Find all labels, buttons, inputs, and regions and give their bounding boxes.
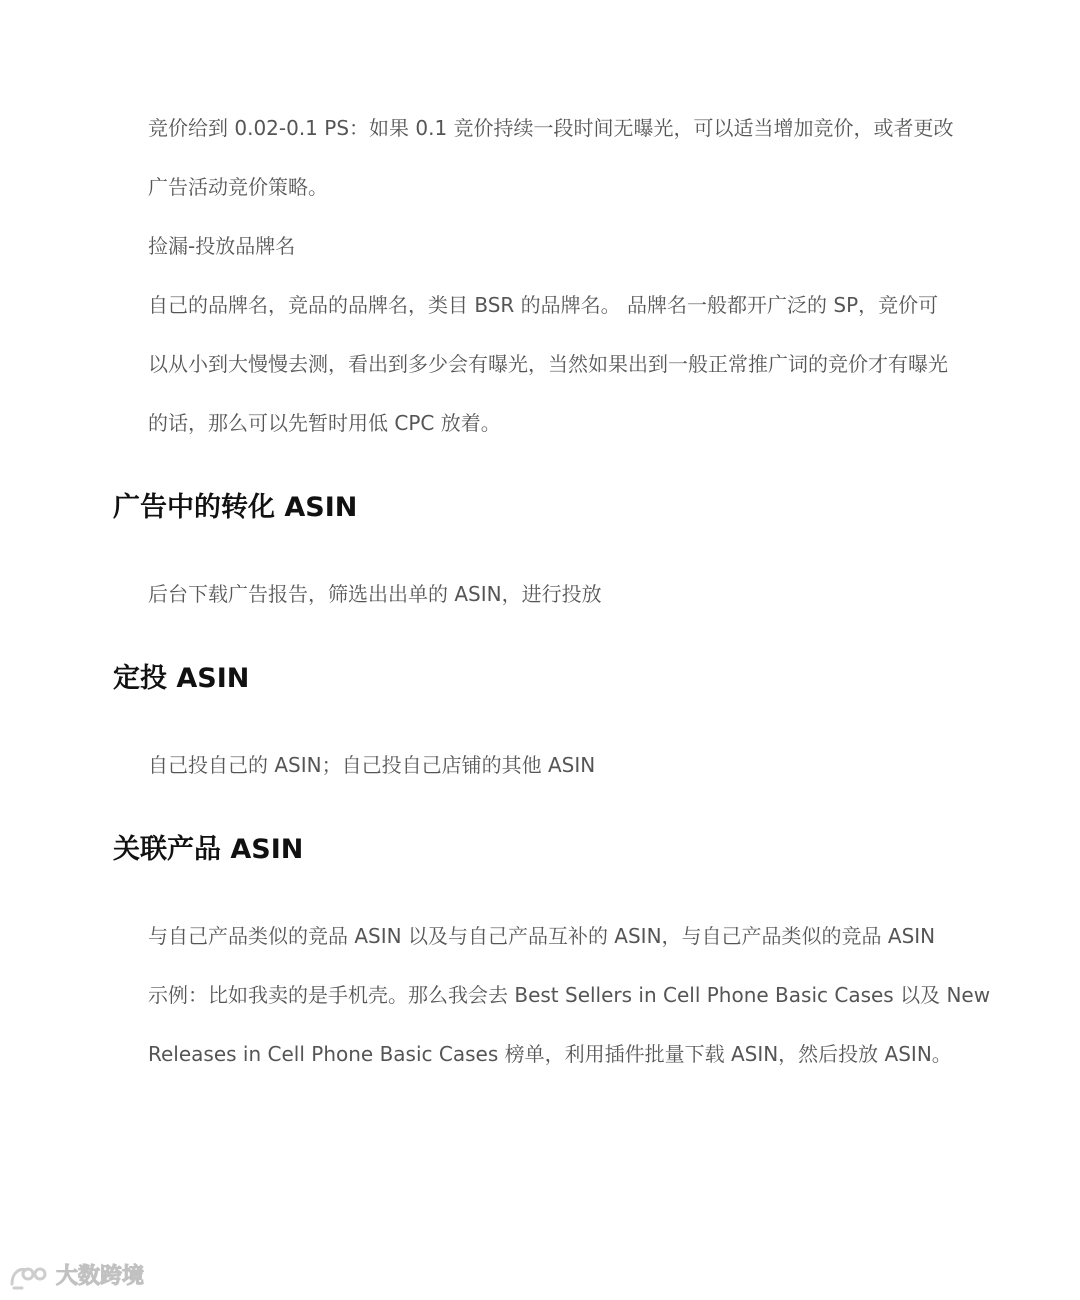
paragraph-line: 的话，那么可以先暂时用低 CPC 放着。 [148, 411, 501, 435]
paragraph-line: 竞价给到 0.02-0.1 PS：如果 0.1 竞价持续一段时间无曝光，可以适当增加竞价，或者更改 [148, 116, 954, 140]
paragraph-line: 自己投自己的 ASIN；自己投自己店铺的其他 ASIN [148, 753, 596, 777]
paragraph-line: 自己的品牌名，竞品的品牌名，类目 BSR 的品牌名。 品牌名一般都开广泛的 SP，竞价可 [148, 293, 939, 317]
paragraph-line: 后台下载广告报告，筛选出出单的 ASIN，进行投放 [148, 582, 602, 606]
section-heading: 广告中的转化 ASIN [113, 492, 358, 523]
paragraph-line: 示例：比如我卖的是手机壳。那么我会去 Best Sellers in Cell Phone Basic Cases 以及 New [148, 983, 991, 1007]
watermark-text: 大数跨境 [56, 1264, 145, 1289]
subheading-line: 捡漏-投放品牌名 [148, 234, 296, 258]
paragraph-line: 以从小到大慢慢去测，看出到多少会有曝光，当然如果出到一般正常推广词的竞价才有曝光 [148, 352, 948, 376]
paragraph-line: Releases in Cell Phone Basic Cases 榜单，利用插件批量下载 ASIN，然后投放 ASIN。 [148, 1042, 952, 1066]
watermark [8, 1262, 144, 1292]
section-heading: 定投 ASIN [113, 663, 250, 694]
dashuju-logo-icon [8, 1262, 50, 1292]
paragraph-line: 与自己产品类似的竞品 ASIN 以及与自己产品互补的 ASIN，与自己产品类似的竞品 ASIN [148, 924, 936, 948]
paragraph-line: 广告活动竞价策略。 [148, 175, 328, 199]
section-heading: 关联产品 ASIN [113, 834, 304, 865]
